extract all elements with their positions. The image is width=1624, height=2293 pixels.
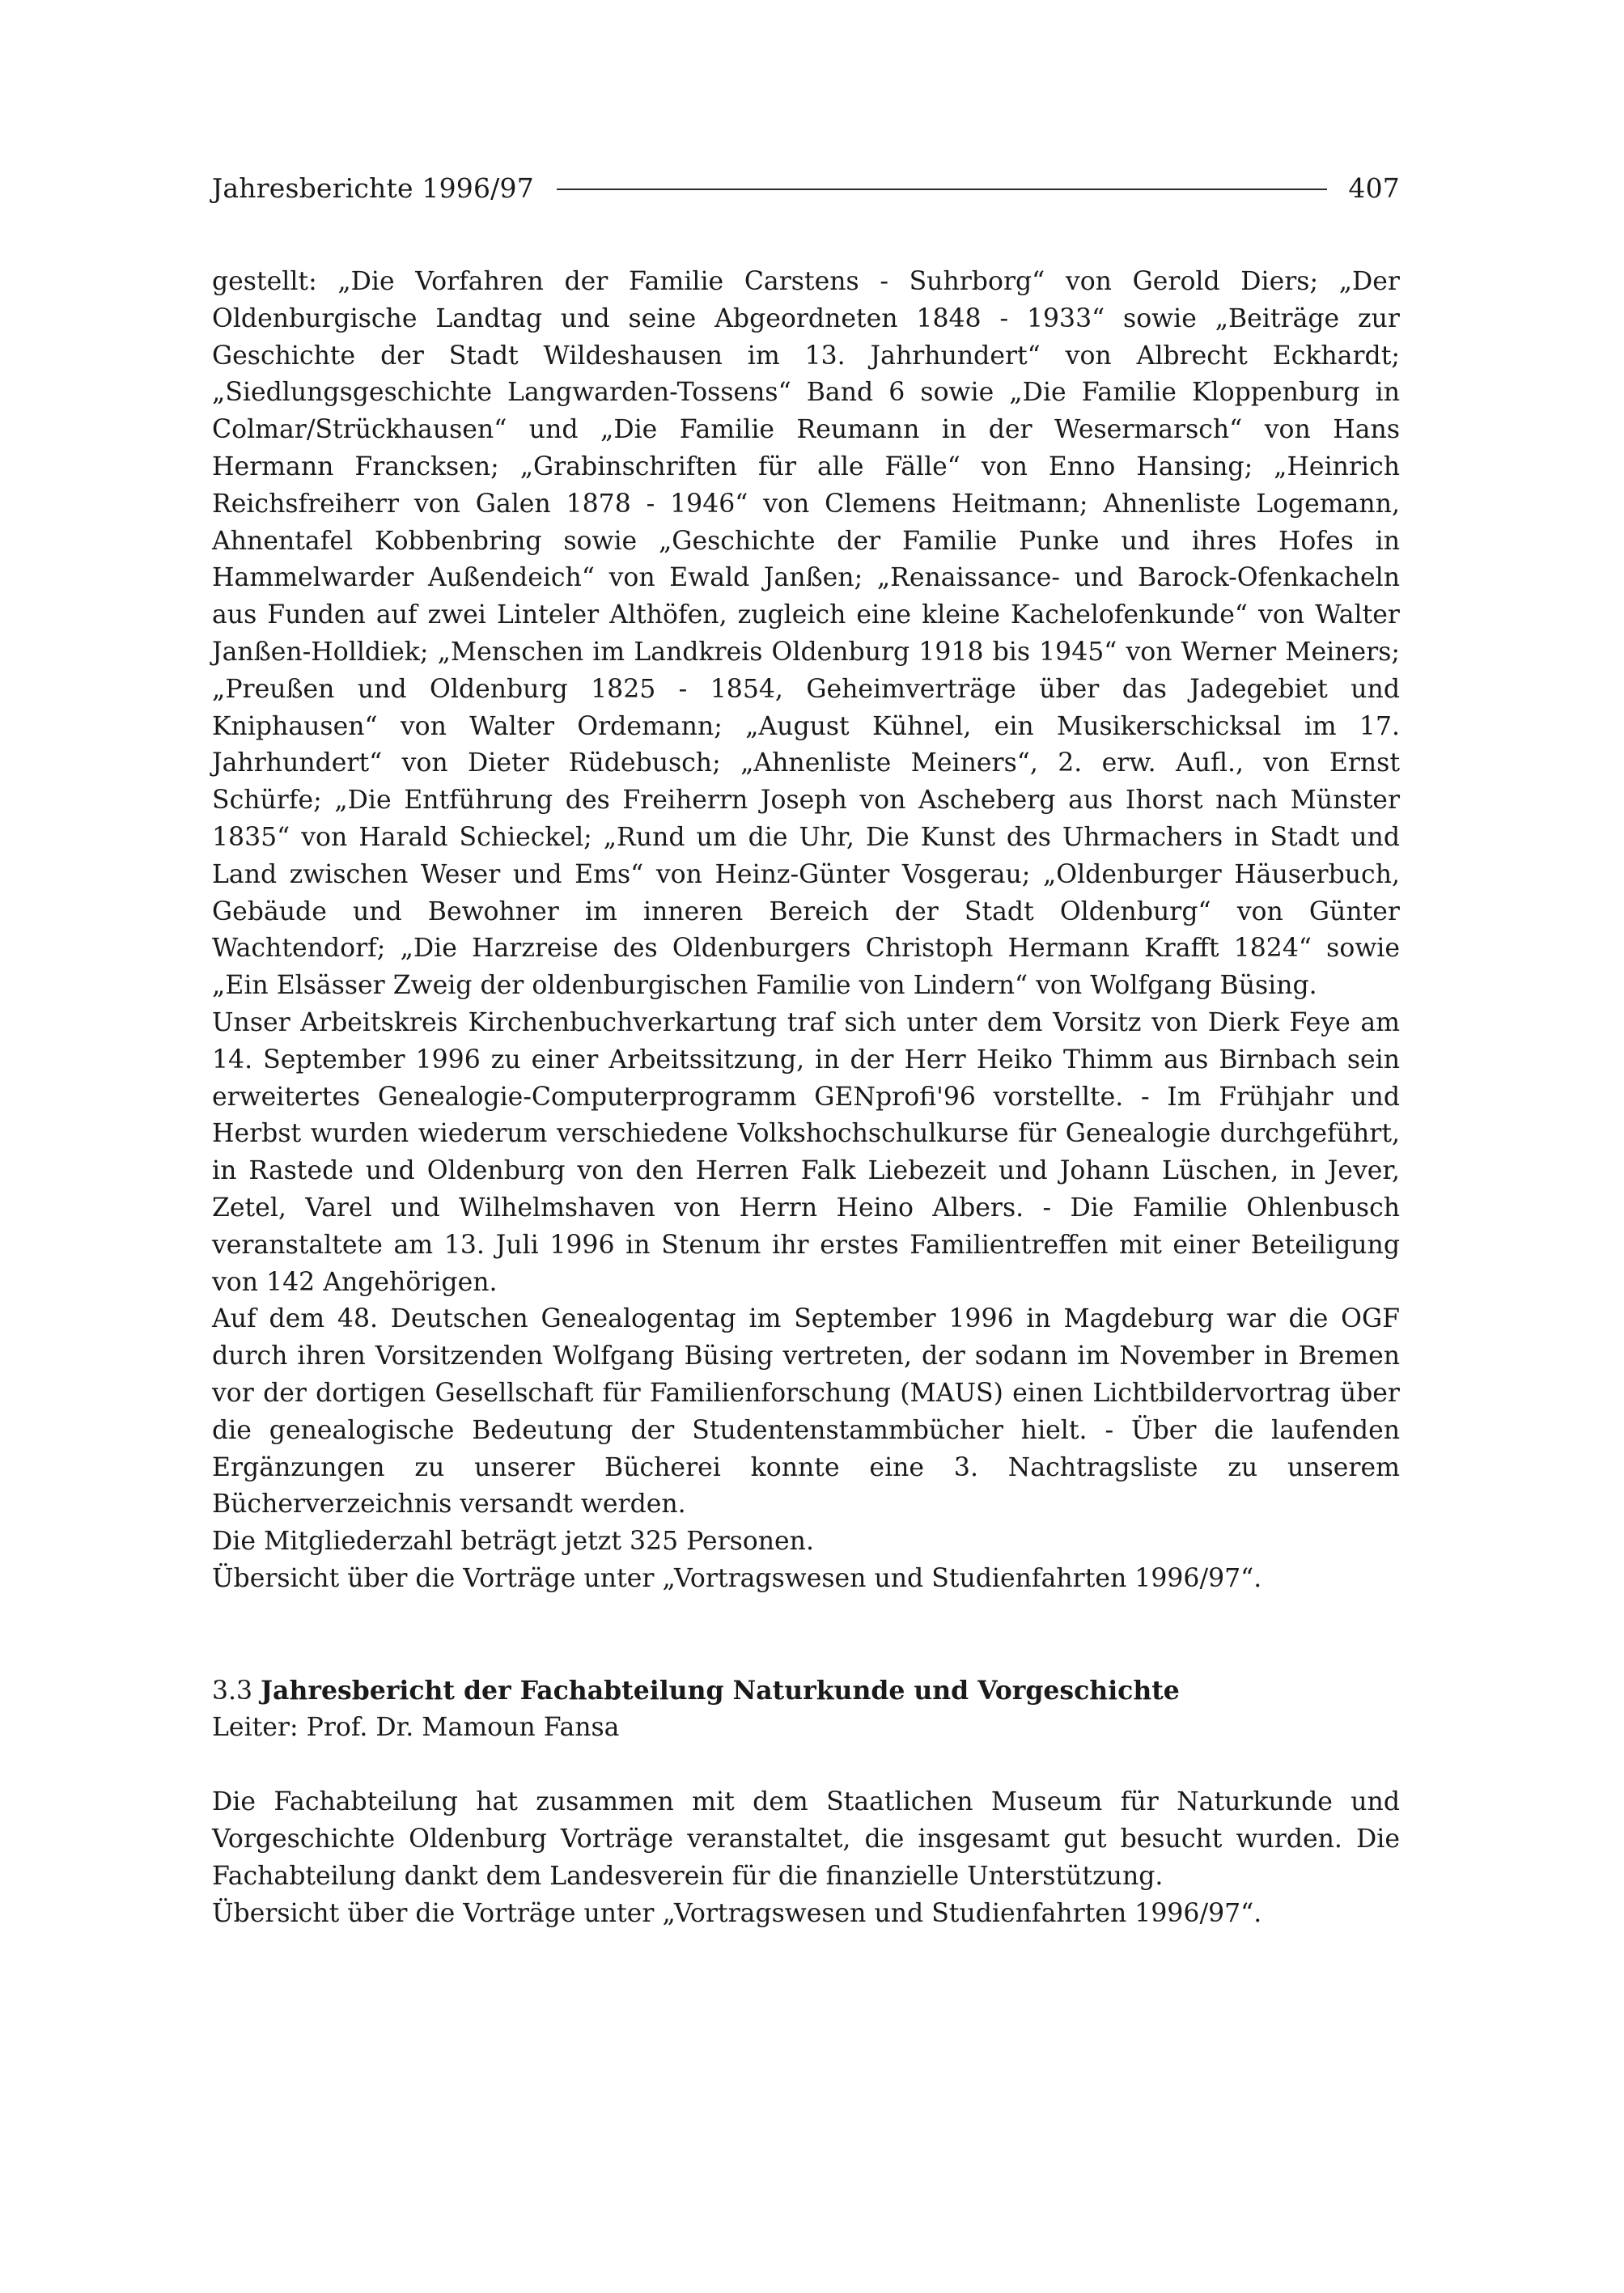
header-rule (557, 189, 1328, 190)
page-number: 407 (1348, 172, 1400, 204)
section-number: 3.3 (212, 1676, 253, 1706)
paragraph-genealogentag: Auf dem 48. Deutschen Genealogentag im September 1996 in Magdeburg war die OGF durch ihren Vorsitzenden Wolfgang Büsing vertreten, der sodann im November in Bremen vor der dortigen Gesellschaft für Familienforschung (MAUS) einen Lichtbildervortrag über die genealogische Bedeutung der Studentenstammbücher hielt. - Über die laufenden Ergänzungen zu unserer Bücherei konnte eine 3. Nachtragsliste zu unserem Bücherverzeichnis versandt werden. (212, 1304, 1400, 1519)
running-header (212, 162, 1400, 214)
running-header-title: Jahresberichte 1996/97 (212, 172, 534, 204)
paragraph-overview-32: Übersicht über die Vorträge unter „Vortragswesen und Studienfahrten 1996/97“. (212, 1563, 1262, 1593)
paragraph-gap (212, 1747, 1400, 1784)
section-gap (212, 1598, 1400, 1672)
paragraph-overview-33: Übersicht über die Vorträge unter „Vortragswesen und Studienfahrten 1996/97“. (212, 1898, 1262, 1928)
paragraph-arbeitskreis: Unser Arbeitskreis Kirchenbuchverkartung traf sich unter dem Vorsitz von Dierk Feye am 14. September 1996 zu einer Arbeitssitzung, in der Herr Heiko Thimm aus Birnbach sein erweitertes Genealogie-Computerprogramm GENprofi'96 vorstellte. - Im Frühjahr und Herbst wurden wiederum verschiedene Volkshochschulkurse für Genealogie durchgeführt, in Rastede und Oldenburg von den Herren Falk Liebezeit und Johann Lüschen, in Jever, Zetel, Varel und Wilhelmshaven von Herrn Heino Albers. - Die Familie Ohlenbusch veranstaltete am 13. Juli 1996 in Stenum ihr erstes Familientreffen mit einer Beteiligung von 142 Angehörigen. (212, 1007, 1400, 1297)
document-page (212, 162, 1400, 1932)
section-leader: Leiter: Prof. Dr. Mamoun Fansa (212, 1713, 620, 1743)
paragraph-fachabteilung: Die Fachabteilung hat zusammen mit dem Staatlichen Museum für Naturkunde und Vorgeschichte Oldenburg Vorträge veranstaltet, die insgesamt gut besucht wurden. Die Fachabteilung dankt dem Landesverein für die finanzielle Unterstützung. (212, 1787, 1400, 1891)
body-text (212, 264, 1400, 1932)
section-heading (212, 1672, 1400, 1710)
section-title: Jahresbericht der Fachabteilung Naturkunde und Vorgeschichte (261, 1675, 1180, 1706)
paragraph-publications: gestellt: „Die Vorfahren der Familie Carstens - Suhrborg“ von Gerold Diers; „Der Oldenburgische Landtag und seine Abgeordneten 1848 - 1933“ sowie „Beiträge zur Geschichte der Stadt Wildeshausen im 13. Jahrhundert“ von Albrecht Eckhardt; „Siedlungsgeschichte Langwarden-Tossens“ Band 6 sowie „Die Familie Kloppenburg in Colmar/Strückhausen“ und „Die Familie Reumann in der Wesermarsch“ von Hans Hermann Francksen; „Grabinschriften für alle Fälle“ von Enno Hansing; „Heinrich Reichsfreiherr von Galen 1878 - 1946“ von Clemens Heitmann; Ahnenliste Logemann, Ahnentafel Kobbenbring sowie „Geschichte der Familie Punke und ihres Hofes in Hammelwarder Außendeich“ von Ewald Janßen; „Renaissance- und Barock-Ofenkacheln aus Funden auf zwei Linteler Althöfen, zugleich eine kleine Kachelofenkunde“ von Walter Janßen-Holldiek; „Menschen im Landkreis Oldenburg 1918 bis 1945“ von Werner Meiners; „Preußen und Oldenburg 1825 - 1854, Geheimverträge über das Jadegebiet und Kniphausen“ von Walter Ordemann; „August Kühnel, ein Musikerschicksal im 17. Jahrhundert“ von Dieter Rüdebusch; „Ahnenliste Meiners“, 2. erw. Aufl., von Ernst Schürfe; „Die Entführung des Freiherrn Joseph von Ascheberg aus Ihorst nach Münster 1835“ von Harald Schieckel; „Rund um die Uhr, Die Kunst des Uhrmachers in Stadt und Land zwischen Weser und Ems“ von Heinz-Günter Vosgerau; „Oldenburger Häuserbuch, Gebäude und Bewohner im inneren Bereich der Stadt Oldenburg“ von Günter Wachtendorf; „Die Harzreise des Oldenburgers Christoph Hermann Krafft 1824“ sowie „Ein Elsässer Zweig der oldenburgischen Familie von Lindern“ von Wolfgang Büsing. (212, 267, 1400, 1001)
paragraph-membership: Die Mitgliederzahl beträgt jetzt 325 Personen. (212, 1527, 814, 1557)
